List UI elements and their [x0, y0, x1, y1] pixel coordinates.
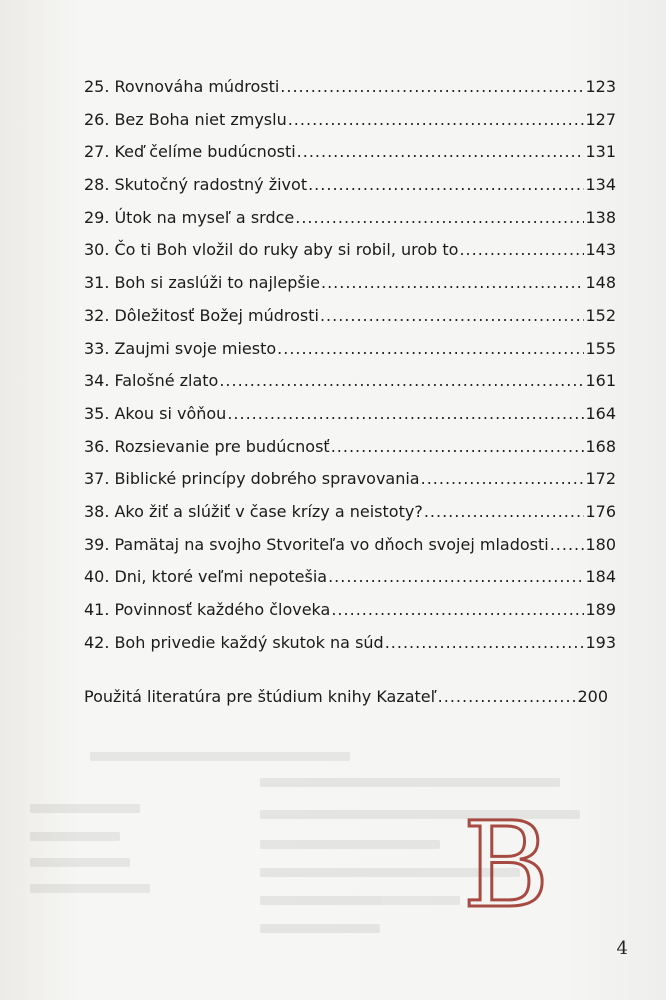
toc-entry-number: 42.: [84, 632, 110, 652]
toc-leader-dots: [277, 338, 584, 360]
toc-entry-title: Ako žiť a slúžiť v čase krízy a neistoty?: [114, 501, 423, 521]
toc-entry-page: 155: [585, 338, 616, 358]
toc-leader-dots: [280, 76, 584, 98]
toc-entry-page: 200: [577, 687, 608, 706]
toc-entry-number: 30.: [84, 240, 110, 260]
toc-entry-title: Rovnováha múdrosti: [114, 77, 280, 96]
toc-entry-title: Dôležitosť Božej múdrosti: [114, 305, 319, 325]
toc-entry-page: 184: [585, 567, 616, 587]
toc-entry-page: 189: [585, 600, 616, 619]
toc-entry-title: Dni, ktoré veľmi nepotešia: [114, 567, 328, 587]
toc-entry-number: 25.: [84, 77, 110, 96]
toc-entry: [84, 305, 616, 338]
toc-entry: [84, 534, 616, 567]
toc-entry: [84, 566, 616, 599]
toc-entry: [84, 599, 616, 632]
toc-leader-dots: [320, 305, 585, 327]
page-number: 4: [616, 938, 628, 959]
toc-leader-dots: [550, 534, 585, 556]
toc-entry-number: 27.: [84, 142, 110, 162]
toc-leader-dots: [295, 207, 584, 229]
toc-leader-dots: [421, 468, 585, 490]
toc-entry-title: Povinnosť každého človeka: [114, 600, 331, 619]
toc-entry: [84, 76, 616, 109]
toc-leader-dots: [331, 436, 585, 458]
toc-entry: [84, 632, 616, 665]
toc-entry: [84, 468, 616, 501]
bleed-through-text: [20, 740, 660, 940]
toc-entry-title: Použitá literatúra pre štúdium knihy Kazateľ: [84, 687, 437, 706]
toc-leader-dots: [321, 272, 584, 294]
toc-leader-dots: [227, 403, 584, 425]
toc-entry-page: 172: [585, 469, 616, 489]
toc-entry-number: 31.: [84, 273, 110, 293]
toc-entry: [84, 239, 616, 272]
toc-entry-number: 34.: [84, 371, 110, 391]
toc-entry: [84, 370, 616, 403]
toc-entry-page: 131: [585, 142, 616, 162]
toc-entry-number: 39.: [84, 534, 110, 554]
toc-entry: [84, 272, 616, 305]
toc-entry-title: Keď čelíme budúcnosti: [114, 142, 296, 162]
toc-entry: [84, 403, 616, 436]
toc-entry-number: 35.: [84, 403, 110, 423]
toc-leader-dots: [424, 501, 585, 523]
toc-entry-title: Zaujmi svoje miesto: [114, 338, 277, 358]
toc-entry-number: 26.: [84, 109, 110, 129]
toc-entry-title: Biblické princípy dobrého spravovania: [114, 469, 420, 489]
toc-leader-dots: [219, 370, 584, 392]
toc-entry-title: Pamätaj na svojho Stvoriteľa vo dňoch svojej mladosti: [114, 534, 549, 554]
toc-entry-page: 143: [585, 240, 616, 260]
toc-entry: [84, 338, 616, 371]
toc-leader-dots: [308, 174, 584, 196]
toc-entry: [84, 109, 616, 142]
toc-entry-number: 32.: [84, 305, 110, 325]
toc-entry: [84, 207, 616, 240]
svg-text:B: B: [462, 808, 550, 916]
toc-entry-page: 180: [585, 534, 616, 554]
toc-entry-page: 138: [585, 207, 616, 227]
publisher-logo: [458, 808, 554, 916]
toc-entry-number: 28.: [84, 175, 110, 195]
toc-entry: [84, 436, 616, 469]
toc-entry-title: Rozsievanie pre budúcnosť: [114, 436, 330, 456]
table-of-contents: [84, 76, 616, 664]
toc-entry-page: 193: [585, 632, 616, 652]
toc-entry-title: Útok na myseľ a srdce: [114, 207, 295, 227]
toc-entry-page: 134: [585, 175, 616, 195]
toc-entry-page: 148: [585, 273, 616, 293]
toc-leader-dots: [288, 109, 585, 131]
toc-leader-dots: [438, 686, 577, 708]
toc-entry-title: Falošné zlato: [114, 371, 219, 391]
toc-entry-page: 168: [585, 436, 616, 456]
toc-entry-number: 41.: [84, 600, 110, 619]
toc-leader-dots: [331, 599, 584, 621]
toc-entry-number: 40.: [84, 567, 110, 587]
toc-entry-number: 36.: [84, 436, 110, 456]
toc-entry-number: 29.: [84, 207, 110, 227]
toc-leader-dots: [385, 632, 585, 654]
toc-entry-literature: [84, 686, 608, 708]
toc-entry: [84, 141, 616, 174]
toc-entry-number: 38.: [84, 501, 110, 521]
toc-entry-title: Boh privedie každý skutok na súd: [114, 632, 384, 652]
toc-leader-dots: [459, 239, 584, 261]
toc-entry-number: 37.: [84, 469, 110, 489]
toc-entry-title: Bez Boha niet zmyslu: [114, 109, 287, 129]
toc-entry-title: Akou si vôňou: [114, 403, 227, 423]
toc-entry-page: 164: [585, 403, 616, 423]
toc-entry: [84, 501, 616, 534]
toc-entry-number: 33.: [84, 338, 110, 358]
toc-entry: [84, 174, 616, 207]
toc-entry-page: 152: [585, 305, 616, 325]
toc-entry-title: Boh si zaslúži to najlepšie: [114, 273, 320, 293]
toc-entry-page: 127: [585, 109, 616, 129]
toc-entry-title: Čo ti Boh vložil do ruky aby si robil, urob to: [114, 240, 459, 260]
toc-leader-dots: [328, 566, 584, 588]
toc-entry-title: Skutočný radostný život: [114, 175, 308, 195]
toc-entry-page: 123: [585, 77, 616, 96]
toc-entry-page: 161: [585, 371, 616, 391]
toc-leader-dots: [297, 141, 585, 163]
toc-entry-page: 176: [585, 501, 616, 521]
